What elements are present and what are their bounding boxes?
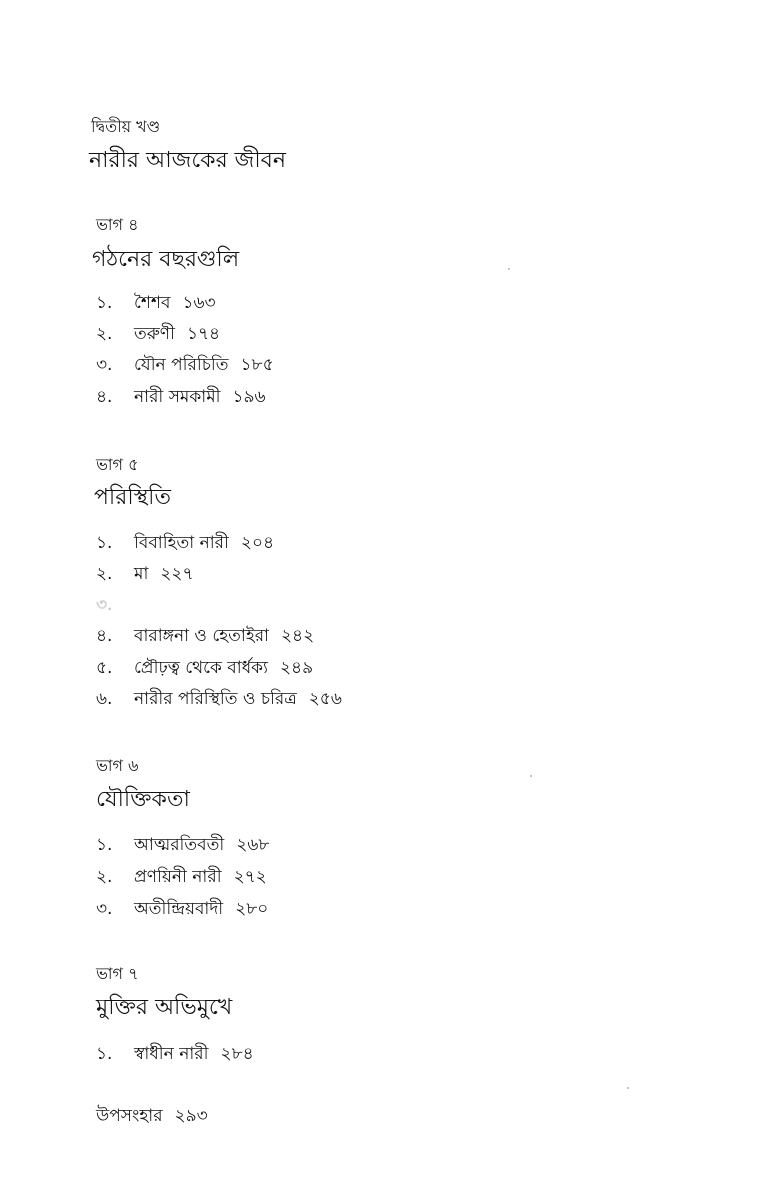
entry-page: ১৯৬: [232, 387, 266, 407]
part-title: যৌক্তিকতা: [96, 787, 190, 812]
entry-title: তরুণী: [134, 324, 175, 344]
part-title: মুক্তির অভিমুখে: [96, 995, 233, 1020]
entry-number: ১.: [96, 835, 113, 855]
part-label: ভাগ ৬: [96, 756, 139, 775]
entry-page: ১৮৫: [240, 355, 274, 375]
entry-number: ৪.: [96, 626, 113, 646]
toc-entry-faded[interactable]: [96, 592, 146, 620]
volume-label: দ্বিতীয় খণ্ড: [91, 117, 161, 136]
toc-entry[interactable]: [96, 290, 216, 318]
entry-title: বারাঙ্গনা ও হেতাইরা: [134, 626, 269, 646]
entry-number: ৩.: [96, 355, 113, 375]
volume-title: নারীর আজকের জীবন: [89, 148, 287, 173]
part-title: পরিস্থিতি: [94, 485, 171, 510]
entry-number: ৫.: [96, 658, 113, 678]
scan-speck: [627, 1087, 629, 1089]
entry-page: ২৮০: [235, 899, 269, 919]
entry-page: ২৯৩: [174, 1106, 208, 1126]
part-label: ভাগ ৪: [96, 215, 139, 234]
entry-page: ২৮৪: [220, 1044, 254, 1064]
entry-title: মা: [134, 564, 149, 584]
toc-entry[interactable]: [96, 384, 266, 412]
scan-speck: [508, 268, 510, 270]
entry-page: ২৬৮: [236, 835, 270, 855]
entry-title: উপসংহার: [96, 1106, 163, 1126]
toc-entry[interactable]: [96, 352, 274, 380]
entry-number: ২.: [96, 324, 113, 344]
toc-entry[interactable]: [96, 832, 269, 860]
entry-page: ২৪২: [280, 626, 315, 646]
entry-number: ১.: [96, 1044, 113, 1064]
toc-entry[interactable]: [96, 1041, 254, 1069]
entry-title: প্রণয়িনী নারী: [134, 867, 222, 887]
entry-title: নারী সমকামী: [134, 387, 221, 407]
entry-number: ২.: [96, 564, 113, 584]
toc-entry[interactable]: [96, 623, 314, 651]
toc-entry[interactable]: [96, 686, 342, 714]
entry-number: ৩.: [96, 899, 113, 919]
entry-title: প্রৌঢ়ত্ব থেকে বার্ধক্য: [134, 658, 268, 678]
entry-page: ২৭২: [233, 867, 267, 887]
entry-page: ১৬৩: [182, 293, 216, 313]
entry-page: ২২৭: [160, 564, 194, 584]
entry-number: ১.: [96, 533, 113, 553]
scan-speck: [530, 775, 532, 777]
entry-title: যৌন পরিচিতি: [134, 355, 229, 375]
entry-title: আত্মরতিবতী: [134, 835, 225, 855]
entry-number: ৪.: [96, 387, 113, 407]
entry-page: ২৪৯: [280, 658, 314, 678]
toc-entry[interactable]: [96, 530, 274, 558]
entry-number: ৩.: [96, 595, 113, 615]
part-label: ভাগ ৫: [96, 455, 139, 474]
entry-page: ২০৪: [240, 533, 275, 553]
toc-entry[interactable]: [96, 864, 267, 892]
entry-number: ৬.: [96, 689, 113, 709]
toc-entry[interactable]: [96, 655, 313, 683]
entry-number: ২.: [96, 867, 113, 887]
entry-title: নারীর পরিস্থিতি ও চরিত্র: [134, 689, 297, 709]
part-label: ভাগ ৭: [96, 964, 139, 983]
toc-entry[interactable]: [96, 896, 268, 924]
part-title: গঠনের বছরগুলি: [92, 247, 240, 272]
entry-title: বিবাহিতা নারী: [134, 533, 229, 553]
entry-title: অতীন্দ্রিয়বাদী: [134, 899, 224, 919]
entry-title: স্বাধীন নারী: [134, 1044, 209, 1064]
entry-page: ২৫৬: [308, 689, 342, 709]
entry-number: ১.: [96, 293, 113, 313]
entry-page: ১৭৪: [186, 324, 221, 344]
toc-entry[interactable]: [96, 561, 194, 589]
entry-title: শৈশব: [134, 293, 171, 313]
epilogue-entry[interactable]: [96, 1103, 208, 1131]
toc-entry[interactable]: [96, 321, 220, 349]
